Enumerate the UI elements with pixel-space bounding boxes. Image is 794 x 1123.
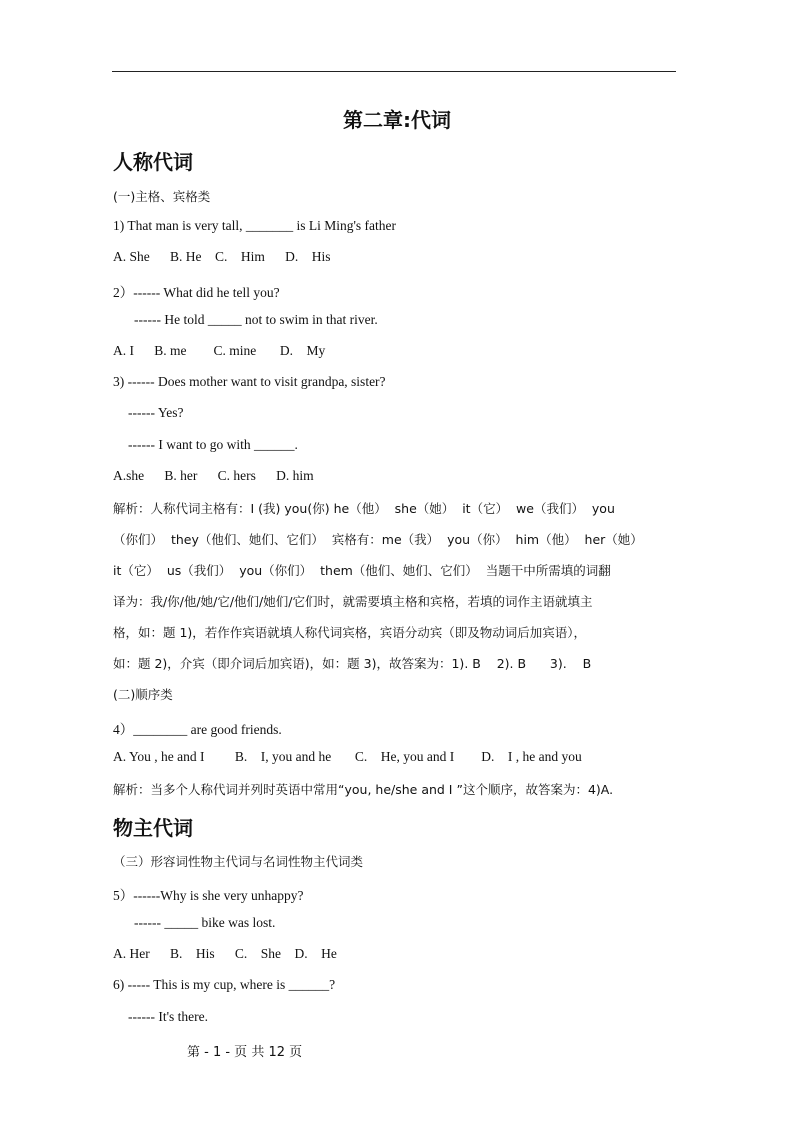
subsection-title: (二)顺序类: [113, 687, 173, 702]
question-3: 3) ------ Does mother want to visit grandpa, sister?: [113, 374, 386, 389]
analysis-line: 解析：人称代词主格有：I (我) you(你) he（他） she（她） it（它） we（我们） you: [113, 501, 615, 516]
question-5-dialogue: ------ _____ bike was lost.: [134, 915, 276, 930]
question-3-dialogue: ------ I want to go with ______.: [128, 437, 298, 452]
question-2-options: A. I B. me C. mine D. My: [113, 343, 326, 358]
question-4-options: A. You , he and I B. I, you and he C. He, you and I D. I , he and you: [113, 749, 582, 764]
analysis-line: （你们） they（他们、她们、它们） 宾格有：me（我） you（你） him（他） her（她）: [113, 532, 643, 547]
header-rule: [112, 71, 676, 72]
question-1-options: A. She B. He C. Him D. His: [113, 249, 331, 264]
question-3-dialogue: ------ Yes?: [128, 405, 184, 420]
question-2: 2）------ What did he tell you?: [113, 285, 280, 300]
analysis-line: 解析：当多个人称代词并列时英语中常用“you, he/she and I ”这个顺序，故答案为：4)A.: [113, 782, 614, 797]
analysis-line: 如：题 2)，介宾（即介词后加宾语)，如：题 3)，故答案为：1). B 2). B 3). B: [113, 656, 592, 671]
subsection-title: （三）形容词性物主代词与名词性物主代词类: [113, 854, 364, 869]
page-number-footer: 第 - 1 - 页 共 12 页: [187, 1045, 303, 1060]
question-2-dialogue: ------ He told _____ not to swim in that river.: [134, 312, 378, 327]
section-heading-possessive-pronouns: 物主代词: [113, 816, 193, 840]
question-3-options: A.she B. her C. hers D. him: [113, 468, 314, 483]
question-6-dialogue: ------ It's there.: [128, 1009, 209, 1024]
analysis-line: 译为：我/你/他/她/它/他们/她们/它们时，就需要填主格和宾格，若填的词作主语就填主: [113, 594, 593, 609]
question-6: 6) ----- This is my cup, where is ______?: [113, 977, 336, 992]
analysis-line: it（它） us（我们） you（你们） them（他们、她们、它们） 当题干中所需填的词翻: [113, 563, 611, 578]
section-heading-personal-pronouns: 人称代词: [113, 150, 193, 174]
subsection-title: (一)主格、宾格类: [113, 189, 211, 204]
question-4: 4）________ are good friends.: [113, 722, 282, 737]
chapter-title: 第二章:代词: [343, 108, 451, 132]
analysis-line: 格，如：题 1)，若作作宾语就填人称代词宾格，宾语分动宾（即及物动词后加宾语），: [113, 625, 587, 640]
question-1: 1) That man is very tall, _______ is Li Ming's father: [113, 218, 397, 233]
question-5-options: A. Her B. His C. She D. He: [113, 946, 337, 961]
question-5: 5）------Why is she very unhappy?: [113, 888, 304, 903]
